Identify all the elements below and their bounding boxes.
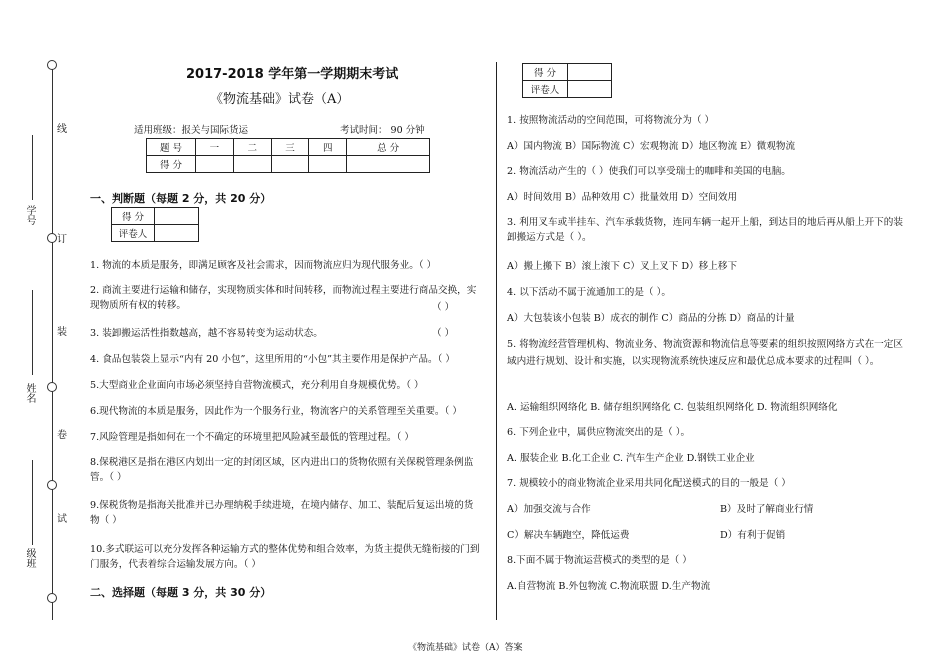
question-tf-7: 7.风险管理是指如何在一个不确定的环境里把风险减至最低的管理过程。（ ） <box>90 432 414 443</box>
question-tf-5: 5.大型商业企业面向市场必须坚持自营物流模式，充分利用自身规模优势。（ ） <box>90 380 424 391</box>
question-mc-5-options: A. 运输组织网络化 B. 储存组织网络化 C. 包装组织网络化 D. 物流组织网络化 <box>507 402 838 413</box>
grader-name-cell[interactable] <box>155 225 199 242</box>
binding-hole <box>47 593 57 603</box>
question-tf-9: 9.保税货物是指海关批准并已办理纳税手续进境，在境内储存、加工、装配后复运出境的货物（ ） <box>90 500 474 526</box>
question-mc-1-options: A）国内物流 B）国际物流 C）宏观物流 D）地区物流 E）微观物流 <box>507 141 796 152</box>
page-footer: 《物流基础》试卷（A）答案 <box>408 643 523 653</box>
score-entry-cell[interactable] <box>233 156 271 173</box>
question-tf-1: 1. 物流的本质是服务，即满足顾客及社会需求，因而物流应归为现代服务业。（ ） <box>90 260 437 271</box>
binding-char: 线 <box>57 124 67 135</box>
column-divider <box>496 62 497 620</box>
student-id-label: 学号 <box>24 205 35 225</box>
score-table-cell: 二 <box>233 139 271 156</box>
question-mc-7-option-a: A）加强交流与合作 <box>507 504 591 515</box>
score-table-cell: 得 分 <box>147 156 196 173</box>
question-mc-2: 2. 物流活动产生的（ ）使我们可以享受瑞士的咖啡和美国的电脑。 <box>507 166 791 177</box>
grader-score-cell[interactable] <box>568 64 612 81</box>
score-entry-cell[interactable] <box>271 156 309 173</box>
question-tf-4: 4. 食品包装袋上显示“内有 20 小包”，这里所用的“小包”其主要作用是保护产品。（ ） <box>90 354 455 365</box>
exam-duration: 考试时间： 90 分钟 <box>340 125 425 136</box>
binding-hole <box>47 60 57 70</box>
question-tf-8: 8.保税港区是指在港区内划出一定的封闭区域，区内进出口的货物依照有关保税管理条例监管。（ ） <box>90 457 474 483</box>
binding-char: 装 <box>57 327 67 338</box>
field-line <box>32 135 33 200</box>
field-line <box>32 460 33 545</box>
binding-char: 卷 <box>57 430 67 441</box>
binding-hole <box>47 382 57 392</box>
question-mc-3-options: A）搬上搬下 B）滚上滚下 C）叉上叉下 D）移上移下 <box>507 261 738 272</box>
binding-char: 试 <box>57 514 67 525</box>
question-mc-7: 7. 规模较小的商业物流企业采用共同化配送模式的目的一般是（ ） <box>507 478 791 489</box>
question-tf-6: 6.现代物流的本质是服务，因此作为一个服务行业，物流客户的关系管理至关重要。（ ） <box>90 406 462 417</box>
question-mc-8-options: A.自营物流 B.外包物流 C.物流联盟 D.生产物流 <box>507 581 711 592</box>
class-label: 级班 <box>24 548 35 568</box>
question-tf-3: 3. 装卸搬运活性指数越高，越不容易转变为运动状态。 <box>90 328 323 339</box>
binding-char: 订 <box>57 234 67 245</box>
binding-margin <box>14 40 74 620</box>
grader-box-right <box>522 63 612 98</box>
exam-subtitle: 《物流基础》试卷（A） <box>210 92 350 107</box>
question-mc-7-option-c: C）解决车辆跑空，降低运费 <box>507 530 630 541</box>
question-mc-5: 5. 将物流经营管理机构、物流业务、物流资源和物流信息等要素的组织按照网络方式在一定区域内进行规划、设计和实施，以实现物流系统快速反应和最优总成本要求的过程叫（ ）。 <box>507 339 903 367</box>
question-tf-10: 10.多式联运可以充分发挥各种运输方式的整体优势和组合效率，为货主提供无缝衔接的门到门服务，代表着综合运输发展方向。（ ） <box>90 544 480 570</box>
score-table <box>146 138 430 173</box>
binding-line <box>52 65 53 620</box>
score-table-cell: 总 分 <box>347 139 430 156</box>
answer-bracket: （ ） <box>432 328 455 339</box>
grader-score-label: 得 分 <box>523 64 568 81</box>
applicable-class: 适用班级：报关与国际货运 <box>134 125 249 136</box>
grader-label: 评卷人 <box>523 81 568 98</box>
question-mc-7-option-d: D）有利于促销 <box>720 530 786 541</box>
question-tf-2: 2. 商流主要进行运输和储存，实现物质实体和时间转移，而物流过程主要进行商品交换，实现物质所有权的转移。 <box>90 285 477 311</box>
exam-title: 2017-2018 学年第一学期期末考试 <box>186 67 399 82</box>
score-table-cell: 三 <box>271 139 309 156</box>
question-mc-8: 8.下面不属于物流运营模式的类型的是（ ） <box>507 555 692 566</box>
grader-score-label: 得 分 <box>112 208 155 225</box>
question-mc-6: 6. 下列企业中，属供应物流突出的是（ ）。 <box>507 427 691 438</box>
question-mc-3: 3. 利用叉车或半挂车、汽车承载货物，连同车辆一起开上船，到达目的地后再从船上开下的装卸搬运方式是（ ）。 <box>507 217 903 243</box>
section1-title: 一、判断题（每题 2 分，共 20 分） <box>90 192 272 205</box>
score-table-cell: 一 <box>196 139 234 156</box>
question-mc-1: 1. 按照物流活动的空间范围，可将物流分为（ ） <box>507 115 715 126</box>
question-mc-4: 4. 以下活动不属于流通加工的是（ ）。 <box>507 287 671 298</box>
score-entry-cell[interactable] <box>347 156 430 173</box>
question-mc-2-options: A）时间效用 B）品种效用 C）批量效用 D）空间效用 <box>507 192 738 203</box>
score-entry-cell[interactable] <box>309 156 347 173</box>
answer-bracket: （ ） <box>432 302 455 313</box>
score-table-cell: 题 号 <box>147 139 196 156</box>
grader-box <box>111 207 199 242</box>
score-entry-cell[interactable] <box>196 156 234 173</box>
section2-title: 二、选择题（每题 3 分，共 30 分） <box>90 586 272 599</box>
grader-label: 评卷人 <box>112 225 155 242</box>
grader-name-cell[interactable] <box>568 81 612 98</box>
binding-hole <box>47 233 57 243</box>
name-label: 姓名 <box>24 383 35 403</box>
question-mc-7-option-b: B）及时了解商业行情 <box>720 504 814 515</box>
score-table-cell: 四 <box>309 139 347 156</box>
field-line <box>32 290 33 375</box>
question-mc-6-options: A. 服装企业 B.化工企业 C. 汽车生产企业 D.钢铁工业企业 <box>507 453 755 464</box>
grader-score-cell[interactable] <box>155 208 199 225</box>
binding-hole <box>47 480 57 490</box>
question-mc-4-options: A）大包装该小包装 B）成衣的制作 C）商品的分拣 D）商品的计量 <box>507 313 795 324</box>
